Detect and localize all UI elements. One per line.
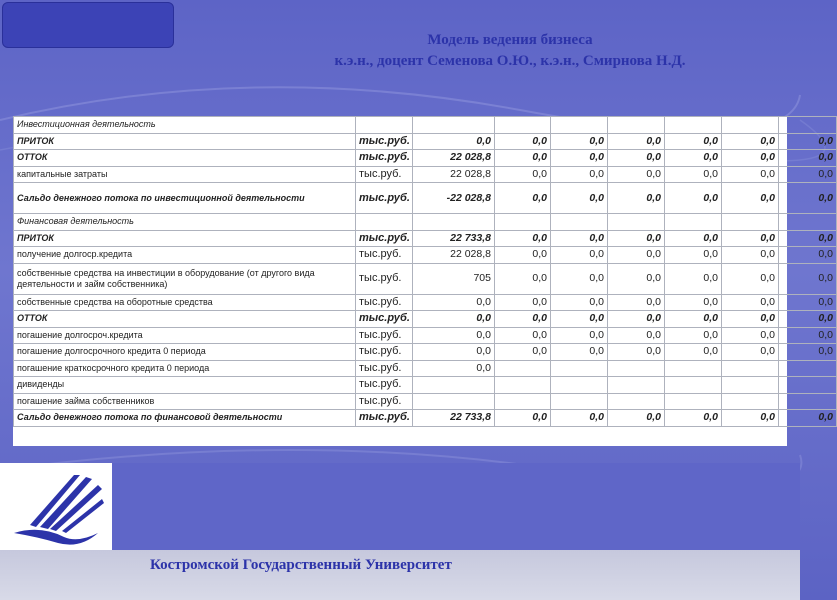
value-cell: [779, 393, 837, 410]
total-cell: 22 028,8: [413, 150, 495, 167]
value-cell: 0,0: [608, 327, 665, 344]
total-cell: 0,0: [413, 344, 495, 361]
row-label: ОТТОК: [14, 311, 356, 328]
unit-cell: тыс.руб.: [356, 150, 413, 167]
value-cell: 0,0: [495, 294, 551, 311]
value-cell: [665, 393, 722, 410]
value-cell: [551, 377, 608, 394]
value-cell: [495, 360, 551, 377]
row-label: ПРИТОК: [14, 133, 356, 150]
value-cell: 0,0: [779, 166, 837, 183]
value-cell: 0,0: [551, 410, 608, 427]
row-label: Финансовая деятельность: [14, 214, 356, 231]
value-cell: 0,0: [779, 133, 837, 150]
unit-cell: тыс.руб.: [356, 183, 413, 214]
value-cell: 0,0: [608, 247, 665, 264]
value-cell: 0,0: [551, 327, 608, 344]
total-cell: 0,0: [413, 294, 495, 311]
footer-university: Костромской Государственный Университет: [150, 557, 452, 573]
total-cell: 0,0: [413, 311, 495, 328]
row-label: ОТТОК: [14, 150, 356, 167]
row-label: дивиденды: [14, 377, 356, 394]
value-cell: [495, 214, 551, 231]
value-cell: [495, 117, 551, 134]
value-cell: 0,0: [608, 133, 665, 150]
unit-cell: тыс.руб.: [356, 311, 413, 328]
value-cell: 0,0: [495, 230, 551, 247]
row-label: погашение краткосрочного кредита 0 периода: [14, 360, 356, 377]
table-row: [14, 183, 837, 214]
value-cell: [722, 117, 779, 134]
value-cell: 0,0: [495, 311, 551, 328]
value-cell: 0,0: [608, 344, 665, 361]
unit-cell: тыс.руб.: [356, 410, 413, 427]
value-cell: [608, 214, 665, 231]
table-row: [14, 294, 837, 311]
value-cell: [608, 393, 665, 410]
unit-cell: тыс.руб.: [356, 166, 413, 183]
value-cell: 0,0: [608, 150, 665, 167]
value-cell: 0,0: [722, 311, 779, 328]
unit-cell: тыс.руб.: [356, 133, 413, 150]
total-cell: 0,0: [413, 360, 495, 377]
unit-cell: тыс.руб.: [356, 263, 413, 294]
value-cell: 0,0: [779, 410, 837, 427]
table-row: [14, 150, 837, 167]
table-row: [14, 377, 837, 394]
row-label: получение долгоср.кредита: [14, 247, 356, 264]
value-cell: 0,0: [665, 327, 722, 344]
value-cell: [665, 214, 722, 231]
total-cell: 22 028,8: [413, 166, 495, 183]
value-cell: [779, 214, 837, 231]
unit-cell: тыс.руб.: [356, 360, 413, 377]
row-label: Сальдо денежного потока по инвестиционной деятельности: [14, 183, 356, 214]
value-cell: 0,0: [608, 410, 665, 427]
row-label: погашение займа собственников: [14, 393, 356, 410]
table-row: [14, 393, 837, 410]
row-label: собственные средства на оборотные средства: [14, 294, 356, 311]
table-row: [14, 344, 837, 361]
value-cell: 0,0: [722, 410, 779, 427]
total-cell: [413, 117, 495, 134]
value-cell: [779, 117, 837, 134]
unit-cell: тыс.руб.: [356, 393, 413, 410]
value-cell: 0,0: [551, 311, 608, 328]
value-cell: 0,0: [495, 150, 551, 167]
value-cell: 0,0: [779, 344, 837, 361]
value-cell: 0,0: [665, 150, 722, 167]
value-cell: 0,0: [722, 247, 779, 264]
value-cell: 0,0: [551, 133, 608, 150]
total-cell: 0,0: [413, 133, 495, 150]
unit-cell: тыс.руб.: [356, 327, 413, 344]
value-cell: 0,0: [722, 183, 779, 214]
value-cell: 0,0: [551, 344, 608, 361]
total-cell: [413, 393, 495, 410]
value-cell: 0,0: [608, 311, 665, 328]
total-cell: [413, 214, 495, 231]
value-cell: [608, 377, 665, 394]
value-cell: 0,0: [665, 166, 722, 183]
value-cell: 0,0: [608, 294, 665, 311]
unit-cell: тыс.руб.: [356, 294, 413, 311]
value-cell: 0,0: [722, 133, 779, 150]
unit-cell: [356, 117, 413, 134]
value-cell: 0,0: [722, 150, 779, 167]
total-cell: 22 028,8: [413, 247, 495, 264]
table-row: [14, 117, 837, 134]
title-line-2: к.э.н., доцент Семенова О.Ю., к.э.н., Смирнова Н.Д.: [334, 53, 686, 69]
title-line-1: Модель ведения бизнеса: [427, 32, 593, 48]
value-cell: [665, 377, 722, 394]
value-cell: 0,0: [608, 263, 665, 294]
total-cell: 22 733,8: [413, 410, 495, 427]
row-label: капитальные затраты: [14, 166, 356, 183]
unit-cell: тыс.руб.: [356, 377, 413, 394]
value-cell: 0,0: [495, 344, 551, 361]
row-label: собственные средства на инвестиции в оборудование (от другого вида деятельности и займ собственника): [14, 263, 356, 294]
value-cell: 0,0: [608, 230, 665, 247]
value-cell: [551, 117, 608, 134]
unit-cell: тыс.руб.: [356, 230, 413, 247]
value-cell: [779, 377, 837, 394]
value-cell: [779, 360, 837, 377]
value-cell: 0,0: [495, 133, 551, 150]
value-cell: 0,0: [665, 133, 722, 150]
value-cell: [665, 117, 722, 134]
total-cell: 0,0: [413, 327, 495, 344]
value-cell: 0,0: [722, 263, 779, 294]
value-cell: 0,0: [779, 230, 837, 247]
value-cell: [551, 360, 608, 377]
value-cell: [722, 360, 779, 377]
row-label: погашение долгосроч.кредита: [14, 327, 356, 344]
value-cell: 0,0: [779, 263, 837, 294]
value-cell: 0,0: [551, 230, 608, 247]
table-row: [14, 311, 837, 328]
value-cell: 0,0: [779, 183, 837, 214]
value-cell: 0,0: [779, 327, 837, 344]
table-row: [14, 263, 837, 294]
value-cell: 0,0: [722, 166, 779, 183]
value-cell: 0,0: [665, 344, 722, 361]
value-cell: [722, 214, 779, 231]
unit-cell: тыс.руб.: [356, 344, 413, 361]
table-row: [14, 410, 837, 427]
value-cell: 0,0: [722, 327, 779, 344]
value-cell: 0,0: [665, 311, 722, 328]
table-row: [14, 230, 837, 247]
value-cell: 0,0: [665, 410, 722, 427]
value-cell: 0,0: [608, 183, 665, 214]
value-cell: 0,0: [779, 294, 837, 311]
value-cell: [551, 393, 608, 410]
total-cell: 705: [413, 263, 495, 294]
unit-cell: тыс.руб.: [356, 247, 413, 264]
table-row: [14, 166, 837, 183]
wing-icon: [0, 463, 112, 550]
value-cell: 0,0: [495, 183, 551, 214]
value-cell: [495, 393, 551, 410]
value-cell: [665, 360, 722, 377]
value-cell: [495, 377, 551, 394]
value-cell: [608, 360, 665, 377]
value-cell: 0,0: [722, 230, 779, 247]
value-cell: 0,0: [665, 247, 722, 264]
value-cell: 0,0: [551, 166, 608, 183]
value-cell: 0,0: [665, 183, 722, 214]
value-cell: [608, 117, 665, 134]
value-cell: [722, 377, 779, 394]
top-left-box: [2, 2, 174, 48]
row-label: Инвестиционная деятельность: [14, 117, 356, 134]
table-row: [14, 247, 837, 264]
value-cell: 0,0: [779, 311, 837, 328]
row-label: Сальдо денежного потока по финансовой деятельности: [14, 410, 356, 427]
unit-cell: [356, 214, 413, 231]
value-cell: 0,0: [665, 263, 722, 294]
value-cell: 0,0: [495, 247, 551, 264]
value-cell: 0,0: [722, 294, 779, 311]
value-cell: 0,0: [551, 150, 608, 167]
table-row: [14, 327, 837, 344]
total-cell: -22 028,8: [413, 183, 495, 214]
cashflow-table: [13, 116, 837, 427]
table-row: [14, 214, 837, 231]
spreadsheet: [13, 116, 833, 446]
table-row: [14, 133, 837, 150]
value-cell: 0,0: [665, 294, 722, 311]
table-row: [14, 360, 837, 377]
lower-band: [0, 463, 800, 555]
page-title: [250, 30, 770, 72]
value-cell: 0,0: [551, 183, 608, 214]
total-cell: [413, 377, 495, 394]
row-label: погашение долгосрочного кредита 0 периода: [14, 344, 356, 361]
value-cell: 0,0: [608, 166, 665, 183]
value-cell: 0,0: [495, 263, 551, 294]
value-cell: 0,0: [551, 294, 608, 311]
value-cell: [551, 214, 608, 231]
value-cell: 0,0: [665, 230, 722, 247]
value-cell: 0,0: [779, 247, 837, 264]
logo: [0, 463, 112, 550]
value-cell: 0,0: [551, 263, 608, 294]
value-cell: 0,0: [551, 247, 608, 264]
value-cell: 0,0: [495, 410, 551, 427]
total-cell: 22 733,8: [413, 230, 495, 247]
value-cell: 0,0: [779, 150, 837, 167]
value-cell: 0,0: [495, 327, 551, 344]
row-label: ПРИТОК: [14, 230, 356, 247]
value-cell: 0,0: [722, 344, 779, 361]
value-cell: 0,0: [495, 166, 551, 183]
value-cell: [722, 393, 779, 410]
